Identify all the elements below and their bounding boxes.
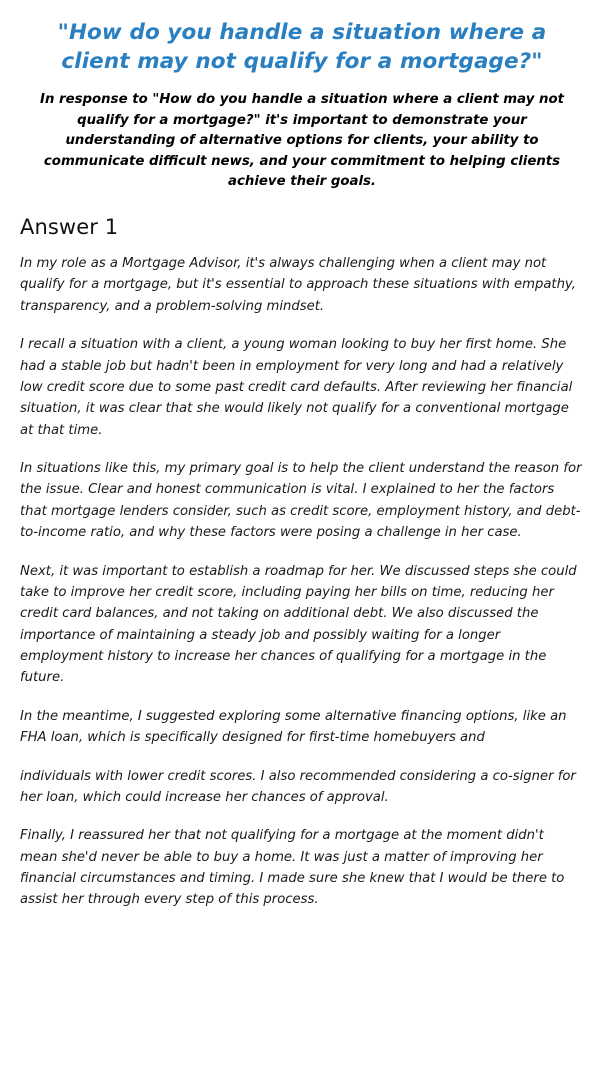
answer-body [20,253,584,911]
answer-heading: Answer 1 [20,215,119,240]
page-title: "How do you handle a situation where a client may not qualify for a mortgage?" [57,20,547,75]
answer-paragraph: Next, it was important to establish a roadmap for her. We discussed steps she could take to improve her credit score, including paying her bills on time, reducing her credit card balances, and not taking on additional debt. We also discussed the importance of maintaining a steady job and possibly waiting for a longer employment history to increase her chances of qualifying for a mortgage in the future. [20,563,577,686]
answer-paragraph: I recall a situation with a client, a young woman looking to buy her first home. She had a stable job but hadn't been in employment for very long and had a relatively low credit score due to some past credit card defaults. After reviewing her financial situation, it was clear that she would likely not qualify for a conventional mortgage at that time. [20,337,573,438]
answer-paragraph: Finally, I reassured her that not qualifying for a mortgage at the moment didn't mean she'd never be able to buy a home. It was just a matter of improving her financial circumstances and timing. I made sure she knew that I would be there to assist her through every step of this process. [20,828,565,908]
answer-paragraph: individuals with lower credit scores. I also recommended considering a co-signer for her loan, which could increase her chances of approval. [20,768,576,805]
answer-paragraph: In my role as a Mortgage Advisor, it's always challenging when a client may not qualify for a mortgage, but it's essential to approach these situations with empathy, transparency, and a problem-solving mindset. [20,256,576,314]
answer-paragraph: In the meantime, I suggested exploring some alternative financing options, like an FHA loan, which is specifically designed for first-time homebuyers and [20,708,567,746]
intro-paragraph: In response to "How do you handle a situation where a client may not qualify for a mortgage?" it's important to demonstrate your understanding of alternative options for clients, your ability to communicate difficult news, and your commitment to helping clients achieve their goals. [40,92,564,190]
answer-paragraph: In situations like this, my primary goal is to help the client understand the reason for the issue. Clear and honest communication is vital. I explained to her the factors that mortgage lenders consider, such as credit score, employment history, and debt-to-income ratio, and why these factors were posing a challenge in her case. [20,461,582,541]
